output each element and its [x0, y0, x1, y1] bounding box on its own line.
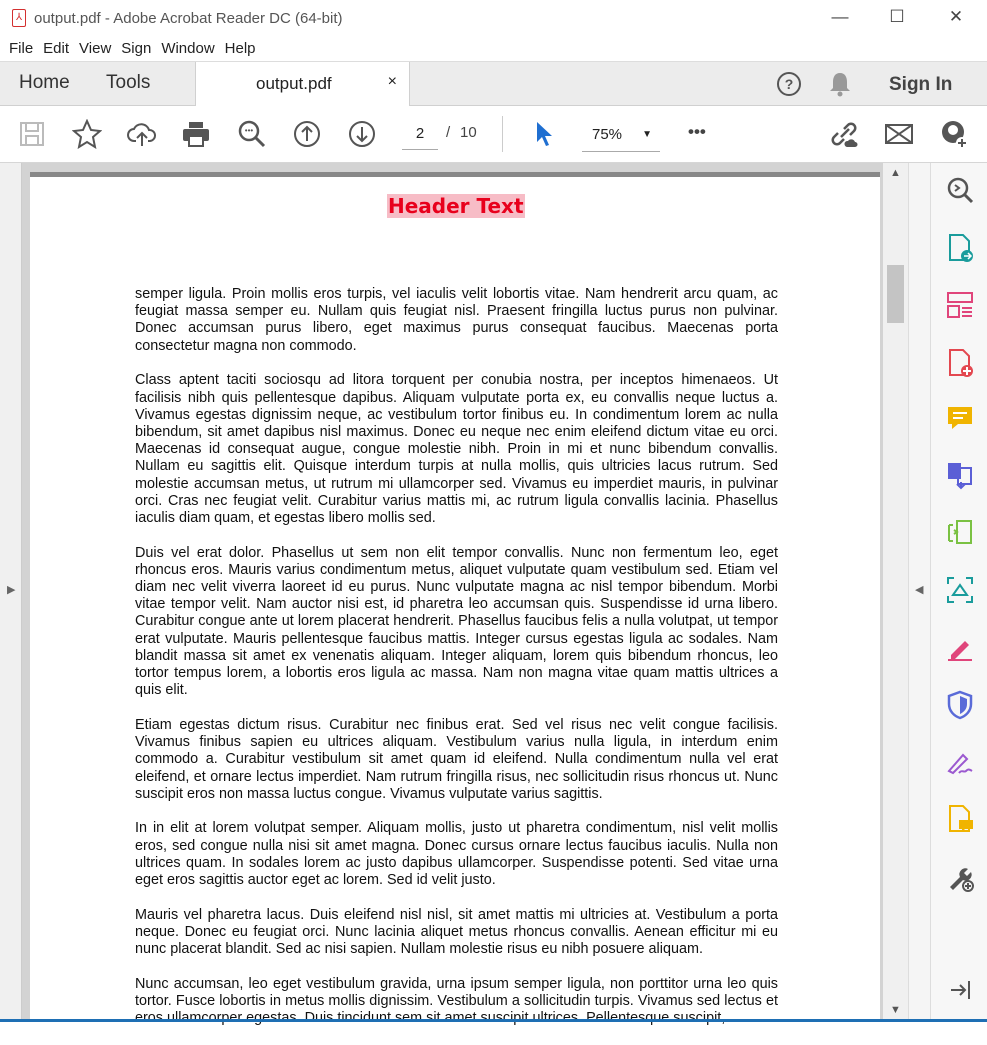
tab-home[interactable]: Home	[19, 72, 70, 93]
tab-document-label: output.pdf	[256, 74, 332, 93]
fill-sign-icon[interactable]	[945, 633, 975, 663]
page-separator: /	[446, 124, 451, 141]
menu-help[interactable]: Help	[224, 40, 256, 57]
svg-text:•••: •••	[244, 126, 254, 135]
minimize-button[interactable]: —	[831, 7, 849, 26]
menu-window[interactable]: Window	[161, 40, 215, 57]
select-cursor-icon[interactable]	[528, 118, 560, 150]
print-icon[interactable]	[180, 118, 212, 150]
page-header-text: Header Text	[388, 194, 524, 218]
title-bar	[0, 0, 987, 36]
menu-file[interactable]: File	[9, 40, 34, 57]
paragraph: In in elit at lorem volutpat semper. Aliquam mollis, justo ut pharetra condimentum, nisl velit mollis eros, sed congue nulla nisi sit amet magna. Donec cursus ornare lectus faucibus iaculis. Nulla non ultrices quam. In sodales lorem ac justo dapibus ullamcorper. Suspendisse potenti. Sed vitae urna eget eros sagittis auctor eget ac lorem. Sed id velit justo.	[135, 820, 778, 889]
toolbar-divider	[502, 116, 503, 152]
svg-text:?: ?	[784, 76, 794, 92]
scan-icon[interactable]	[945, 575, 975, 605]
close-tab-icon[interactable]: ×	[387, 73, 397, 90]
scrollbar-thumb[interactable]	[887, 265, 904, 323]
create-pdf-icon[interactable]	[945, 348, 975, 378]
menu-sign[interactable]: Sign	[121, 40, 152, 57]
tab-tools[interactable]: Tools	[106, 72, 151, 93]
comment-icon[interactable]	[945, 403, 975, 433]
zoom-out-search-icon[interactable]	[236, 118, 268, 150]
bookmark-star-icon[interactable]	[71, 118, 103, 150]
bell-icon[interactable]	[828, 71, 852, 97]
scroll-down-icon[interactable]: ▼	[890, 1004, 901, 1016]
paragraph: Mauris vel pharetra lacus. Duis eleifend nisl nisl, sit amet mattis mi ultricies at. Vestibulum a porta neque. Donec eu feugiat orci. Nunc lacinia aliquet metus rhoncus convallis. Aenean efficitur mi eu nunc placerat blandit. Sed ac nisi sapien. Nullam molestie risus eu nibh posuere aliquam.	[135, 906, 778, 958]
collapse-arrow-icon: ◀	[915, 584, 924, 596]
email-icon[interactable]	[883, 118, 915, 150]
share-link-icon[interactable]	[828, 118, 860, 150]
upload-cloud-icon[interactable]	[126, 118, 158, 150]
vertical-scrollbar[interactable]	[883, 163, 908, 1022]
page-number-input[interactable]: 2	[402, 122, 438, 150]
organize-pages-icon[interactable]	[945, 290, 975, 320]
left-panel-toggle[interactable]	[0, 163, 22, 1022]
combine-files-icon[interactable]	[945, 460, 975, 490]
maximize-button[interactable]: ☐	[889, 7, 905, 26]
tools-pane	[930, 163, 987, 1022]
total-pages: 10	[460, 124, 477, 141]
expand-left-icon: ▶	[7, 584, 16, 596]
send-for-comments-icon[interactable]	[945, 804, 975, 834]
zoom-dropdown[interactable]	[582, 122, 660, 152]
previous-page-icon[interactable]	[291, 118, 323, 150]
chevron-down-icon: ▼	[642, 129, 652, 140]
pdf-page	[30, 172, 880, 1022]
right-panel-toggle[interactable]	[908, 163, 930, 1022]
page-body	[135, 286, 778, 1045]
menu-edit[interactable]: Edit	[43, 40, 70, 57]
next-page-icon[interactable]	[346, 118, 378, 150]
protect-icon[interactable]	[945, 690, 975, 720]
zoom-search-icon[interactable]	[945, 175, 975, 205]
acrobat-icon: ⅄	[12, 9, 26, 27]
save-icon[interactable]	[16, 118, 48, 150]
tab-bar	[0, 62, 987, 106]
menu-bar	[0, 36, 987, 62]
paragraph: Class aptent taciti sociosqu ad litora torquent per conubia nostra, per inceptos himenaeos. Ut facilisis nibh quis pellentesque dapibus. Aliquam vulputate porta ex, eu convallis neque luctus a. Vivamus egestas dignissim neque, ac vestibulum tortor finibus eu. In condimentum lorem ac nulla bibendum, sit amet dapibus nisl maximus. Donec eu neque nec enim eleifend dictum vitae eu orci. Maecenas id consequat augue, congue molestie nibh. Proin in mi et nunc bibendum convallis. Nullam eu sagittis elit. Quisque interdum turpis at nulla mollis, quis ultricies lacus rutrum. Sed molestie accumsan metus, ut rutrum mi ullamcorper sed. Vivamus eu imperdiet mauris, in pulvinar orci. Cras nec feugiat velit. Curabitur varius mattis mi, ac rutrum ligula convallis lacinia. Phasellus iaculis diam quam, et egestas libero mollis sed.	[135, 372, 778, 526]
paragraph: Duis vel erat dolor. Phasellus ut sem non elit tempor convallis. Nunc non fermentum leo, eget rhoncus eros. Mauris varius condimentum metus, aliquet vulputate quam vestibulum sed. Etiam vel diam nec velit viverra laoreet id eu purus. Nunc vulputate magna ac nisl tempor bibendum. Morbi vitae tempor velit. Nam auctor nisi est, id pharetra leo accumsan quis. Suspendisse id urna libero. Curabitur congue ante ut lorem placerat hendrerit. Phasellus faucibus felis a nulla volutpat, ut tempor erat vulputate. Mauris pellentesque faucibus mattis. Integer cursus egestas ligula ac sodales. Nam blandit massa sit amet ex venenatis aliquam. Integer aliquam, lorem quis bibendum rhoncus, leo tortor tempus lorem, a lobortis eros ligula ac massa. Nam non magna vitae quam mattis ultrices a quis elit.	[135, 544, 778, 699]
menu-view[interactable]: View	[79, 40, 112, 57]
compress-pdf-icon[interactable]	[945, 517, 975, 547]
export-pdf-icon[interactable]	[945, 233, 975, 263]
collapse-panel-icon[interactable]	[945, 975, 975, 1005]
window-title: output.pdf - Adobe Acrobat Reader DC (64-bit)	[34, 9, 343, 27]
request-signature-icon[interactable]	[945, 747, 975, 777]
help-icon[interactable]	[776, 71, 802, 97]
zoom-value: 75%	[592, 126, 623, 143]
tab-document[interactable]	[195, 62, 410, 107]
more-tools-icon[interactable]	[945, 863, 975, 893]
scroll-up-icon[interactable]: ▲	[890, 167, 901, 179]
toolbar	[0, 106, 987, 163]
more-options-button[interactable]: •••	[688, 122, 706, 141]
paragraph: Etiam egestas dictum risus. Curabitur nec finibus erat. Sed vel risus nec velit congue facilisis. Vivamus finibus sapien eu ultrices aliquam. Vestibulum varius nulla ligula, in interdum enim commodo a. Curabitur vestibulum sit amet quam id eleifend. Nulla condimentum nulla vel erat eleifend, et ornare lectus imperdiet. Nam rutrum fringilla risus, nec sollicitudin risus rhoncus ut. Nunc suscipit eros non massa luctus congue. Vivamus vulputate varius sagittis.	[135, 716, 778, 802]
sign-in-button[interactable]: Sign In	[889, 74, 953, 95]
paragraph: semper ligula. Proin mollis eros turpis, vel iaculis velit lobortis vitae. Nam hendrerit arcu quam, ac feugiat massa semper eu. Nullam quis feugiat nisl. Praesent fringilla luctus purus non pulvinar. Donec accumsan purus libero, eget maximus purus consequat faucibus. Maecenas porta consectetur magna non commodo.	[135, 286, 778, 354]
add-user-icon[interactable]	[938, 118, 970, 150]
close-window-button[interactable]: ✕	[948, 7, 964, 26]
paragraph: Nunc accumsan, leo eget vestibulum gravida, urna ipsum semper ligula, non porttitor urna leo quis tortor. Fusce lobortis in metus mollis dignissim. Vestibulum a sollicitudin turpis. Vivamus sed lectus et	[135, 975, 778, 1010]
